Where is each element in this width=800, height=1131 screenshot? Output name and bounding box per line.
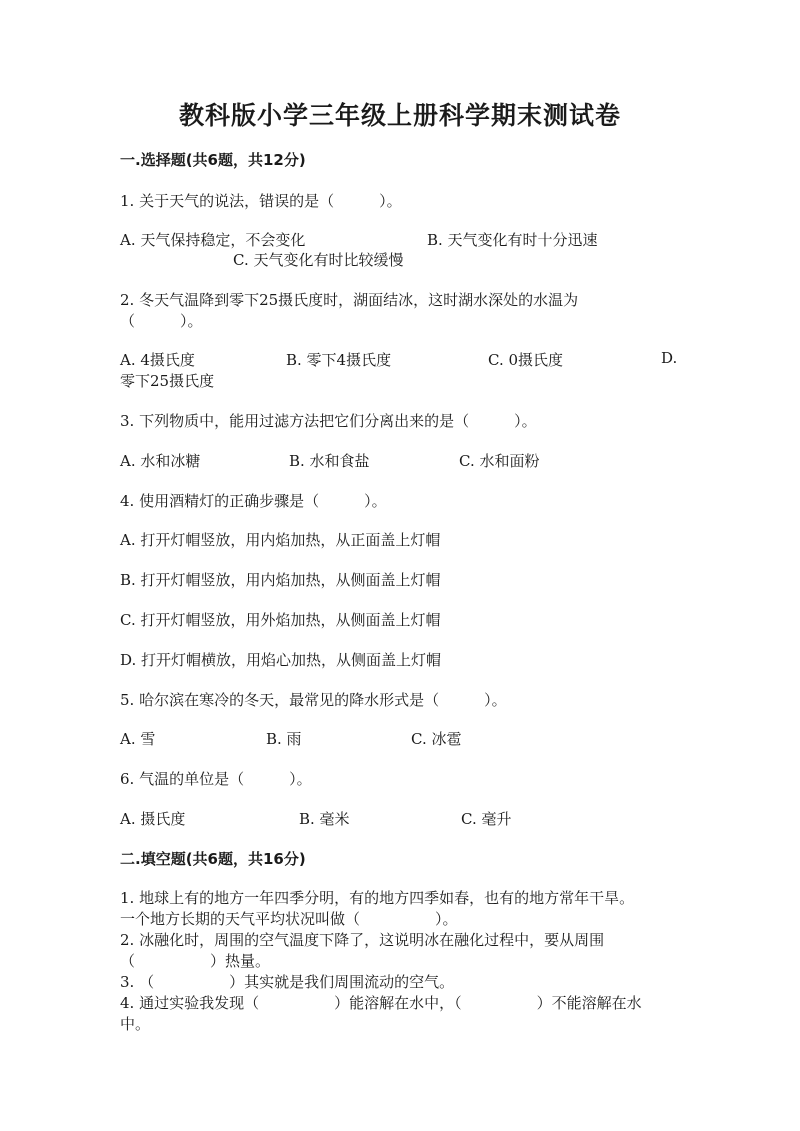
question-1-option-c: C. 天气变化有时比较缓慢 — [233, 251, 404, 269]
question-4-option-a: A. 打开灯帽竖放，用内焰加热，从正面盖上灯帽 — [120, 531, 441, 549]
question-6-option-b: B. 毫米 — [299, 810, 350, 828]
section-heading-fill-blank: 二.填空题(共6题，共16分) — [120, 850, 306, 868]
question-5-stem: 5. 哈尔滨在寒冷的冬天，最常见的降水形式是（ ）。 — [120, 691, 507, 709]
question-2-stem: 2. 冬天气温降到零下25摄氏度时，湖面结冰，这时湖水深处的水温为 — [120, 291, 579, 309]
fill-question-2-line-2: （ ）热量。 — [120, 952, 271, 970]
question-5-option-c: C. 冰雹 — [411, 730, 462, 748]
question-3-option-b: B. 水和食盐 — [289, 452, 370, 470]
question-4-stem: 4. 使用酒精灯的正确步骤是（ ）。 — [120, 492, 387, 510]
question-2-option-d-text: 零下25摄氏度 — [120, 372, 215, 390]
fill-question-4-line-2: 中。 — [120, 1015, 151, 1033]
section-heading-choice: 一.选择题(共6题，共12分) — [120, 151, 306, 169]
question-3-option-a: A. 水和冰糖 — [120, 452, 201, 470]
question-5-option-a: A. 雪 — [120, 730, 156, 748]
fill-question-1-line-2: 一个地方长期的天气平均状况叫做（ ）。 — [120, 910, 458, 928]
question-2-option-c: C. 0摄氏度 — [488, 351, 564, 369]
fill-question-3: 3. （ ）其实就是我们周围流动的空气。 — [120, 973, 455, 991]
question-2-option-b: B. 零下4摄氏度 — [286, 351, 392, 369]
question-3-stem: 3. 下列物质中，能用过滤方法把它们分离出来的是（ ）。 — [120, 412, 537, 430]
question-6-stem: 6. 气温的单位是（ ）。 — [120, 770, 312, 788]
fill-question-2-line-1: 2. 冰融化时，周围的空气温度下降了，这说明冰在融化过程中，要从周围 — [120, 931, 605, 949]
question-4-option-b: B. 打开灯帽竖放，用内焰加热，从侧面盖上灯帽 — [120, 571, 441, 589]
question-4-option-c: C. 打开灯帽竖放，用外焰加热，从侧面盖上灯帽 — [120, 611, 441, 629]
fill-question-1-line-1: 1. 地球上有的地方一年四季分明，有的地方四季如春，也有的地方常年干旱。 — [120, 889, 635, 907]
question-1-stem: 1. 关于天气的说法，错误的是（ ）。 — [120, 192, 402, 210]
question-1-option-b: B. 天气变化有时十分迅速 — [427, 231, 598, 249]
fill-question-4-line-1: 4. 通过实验我发现（ ）能溶解在水中，（ ）不能溶解在水 — [120, 994, 642, 1012]
page-title: 教科版小学三年级上册科学期末测试卷 — [178, 101, 621, 130]
question-5-option-b: B. 雨 — [266, 730, 302, 748]
question-6-option-c: C. 毫升 — [461, 810, 512, 828]
question-6-option-a: A. 摄氏度 — [120, 810, 186, 828]
question-3-option-c: C. 水和面粉 — [459, 452, 540, 470]
question-4-option-d: D. 打开灯帽横放，用焰心加热，从侧面盖上灯帽 — [120, 651, 442, 669]
question-2-stem-continued: （ ）。 — [120, 312, 203, 330]
question-1-option-a: A. 天气保持稳定，不会变化 — [120, 231, 306, 249]
question-2-option-a: A. 4摄氏度 — [120, 351, 195, 369]
question-2-option-d-label: D. — [661, 349, 678, 367]
